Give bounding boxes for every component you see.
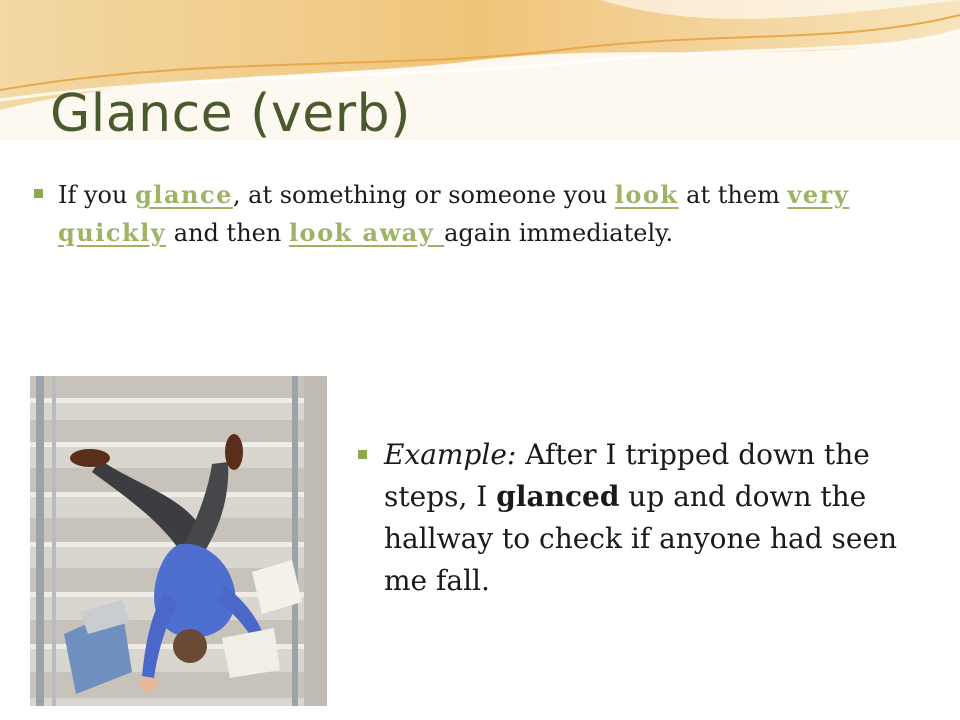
definition-part: , at something or someone you bbox=[232, 181, 615, 209]
definition-bullet bbox=[34, 176, 934, 252]
square-bullet-icon bbox=[358, 450, 367, 459]
example-part: up and down the hallway to check if anyone had seen me fall. bbox=[384, 480, 898, 597]
example-bullet bbox=[358, 434, 918, 602]
keyword-look-away: look away bbox=[288, 218, 445, 247]
example-text bbox=[384, 434, 918, 602]
example-keyword: glanced bbox=[496, 480, 620, 513]
falling-man-photo bbox=[30, 376, 327, 706]
keyword-very-quickly: very quickly bbox=[58, 180, 850, 247]
square-bullet-icon bbox=[34, 189, 43, 198]
definition-text bbox=[58, 176, 934, 252]
keyword-glance: glance bbox=[135, 180, 233, 209]
keyword-look: look bbox=[614, 180, 679, 209]
definition-part: at them bbox=[678, 181, 788, 209]
definition-part: If you bbox=[58, 181, 136, 209]
definition-part: and then bbox=[166, 219, 289, 247]
example-part: After I tripped down the steps, I bbox=[384, 438, 870, 513]
example-label: Example: bbox=[384, 438, 517, 471]
slide-title: Glance (verb) bbox=[50, 84, 411, 144]
definition-part: again immediately. bbox=[444, 219, 674, 247]
